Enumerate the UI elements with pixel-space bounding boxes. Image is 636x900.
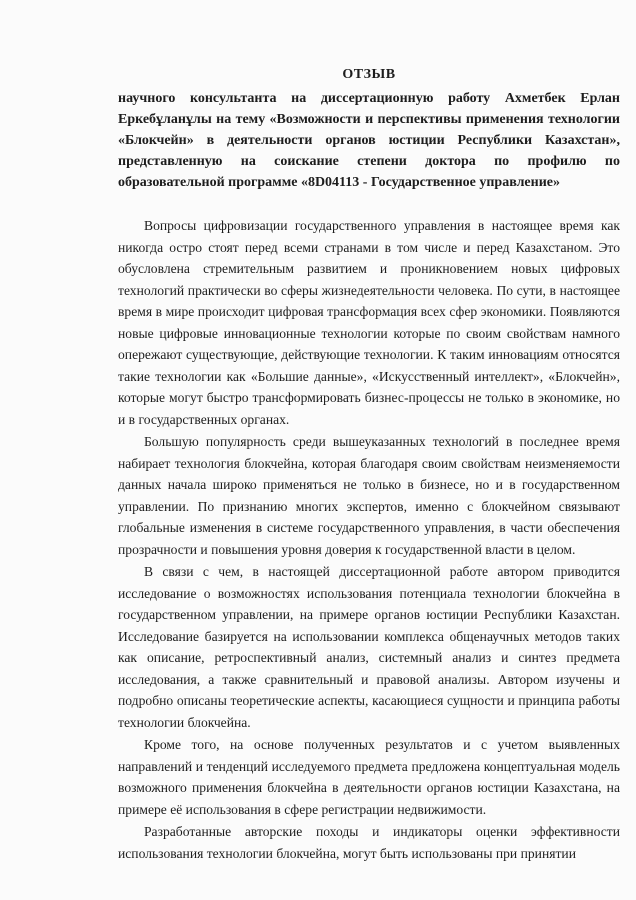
document-subtitle: научного консультанта на диссертационную работу Ахметбек Ерлан Еркебұланұлы на тему «Возможности и перспективы применения технологии «Блокчейн» в деятельности органов юстиции Республики Казахстан», представленную на соискание степени доктора по профилю по образовательной программе «8D04113 - Государственное управление» [118, 91, 620, 190]
document-title: ОТЗЫВ [342, 67, 396, 82]
paragraph-5: Разработанные авторские походы и индикаторы оценки эффективности использования технологии блокчейна, могут быть использованы при принятии [118, 824, 620, 861]
paragraph-1: Вопросы цифровизации государственного управления в настоящее время как никогда остро стоят перед всеми странами в том числе и перед Казахстаном. Это обусловлена стремительным развитием и проникновением новых цифровых технологий практически во сферы жизнедеятельности человека. По сути, в настоящее время в мире происходит цифровая трансформация всех сфер экономики. Появляются новые цифровые инновационные технологии которые по своим свойствам намного опережают существующие, действующие технологии. К таким инновациям относятся такие технологии как «Большие данные», «Искусственный интеллект», «Блокчейн», которые могут быстро трансформировать бизнес-процессы не только в экономике, но и в государственных органах. [118, 218, 620, 427]
document-body [118, 66, 620, 865]
paragraph-3: В связи с чем, в настоящей диссертационной работе автором приводится исследование о возможностях использования потенциала технологии блокчейна в государственном управлении, на примере органов юстиции Республики Казахстан. Исследование базируется на использовании комплекса общенаучных методов таких как описание, ретроспективный анализ, системный анализ и синтез предмета исследования, а также сравнительный и правовой анализы. Автором изучены и подробно описаны теоретические аспекты, касающиеся сущности и принципа работы технологии блокчейна. [118, 564, 620, 730]
paragraph-4: Кроме того, на основе полученных результатов и с учетом выявленных направлений и тенденций исследуемого предмета предложена концептуальная модель возможного применения блокчейна в деятельности органов юстиции Казахстана, на примере её использования в сфере регистрации недвижимости. [118, 737, 620, 817]
paragraph-2: Большую популярность среди вышеуказанных технологий в последнее время набирает технология блокчейна, которая благодаря своим свойствам неизменяемости данных начала широко применяться не только в бизнесе, но и в государственном управлении. По признанию многих экспертов, именно с блокчейном связывают глобальные изменения в системе государственного управления, в части обеспечения прозрачности и повышения уровня доверия к государственной власти в целом. [118, 434, 620, 557]
